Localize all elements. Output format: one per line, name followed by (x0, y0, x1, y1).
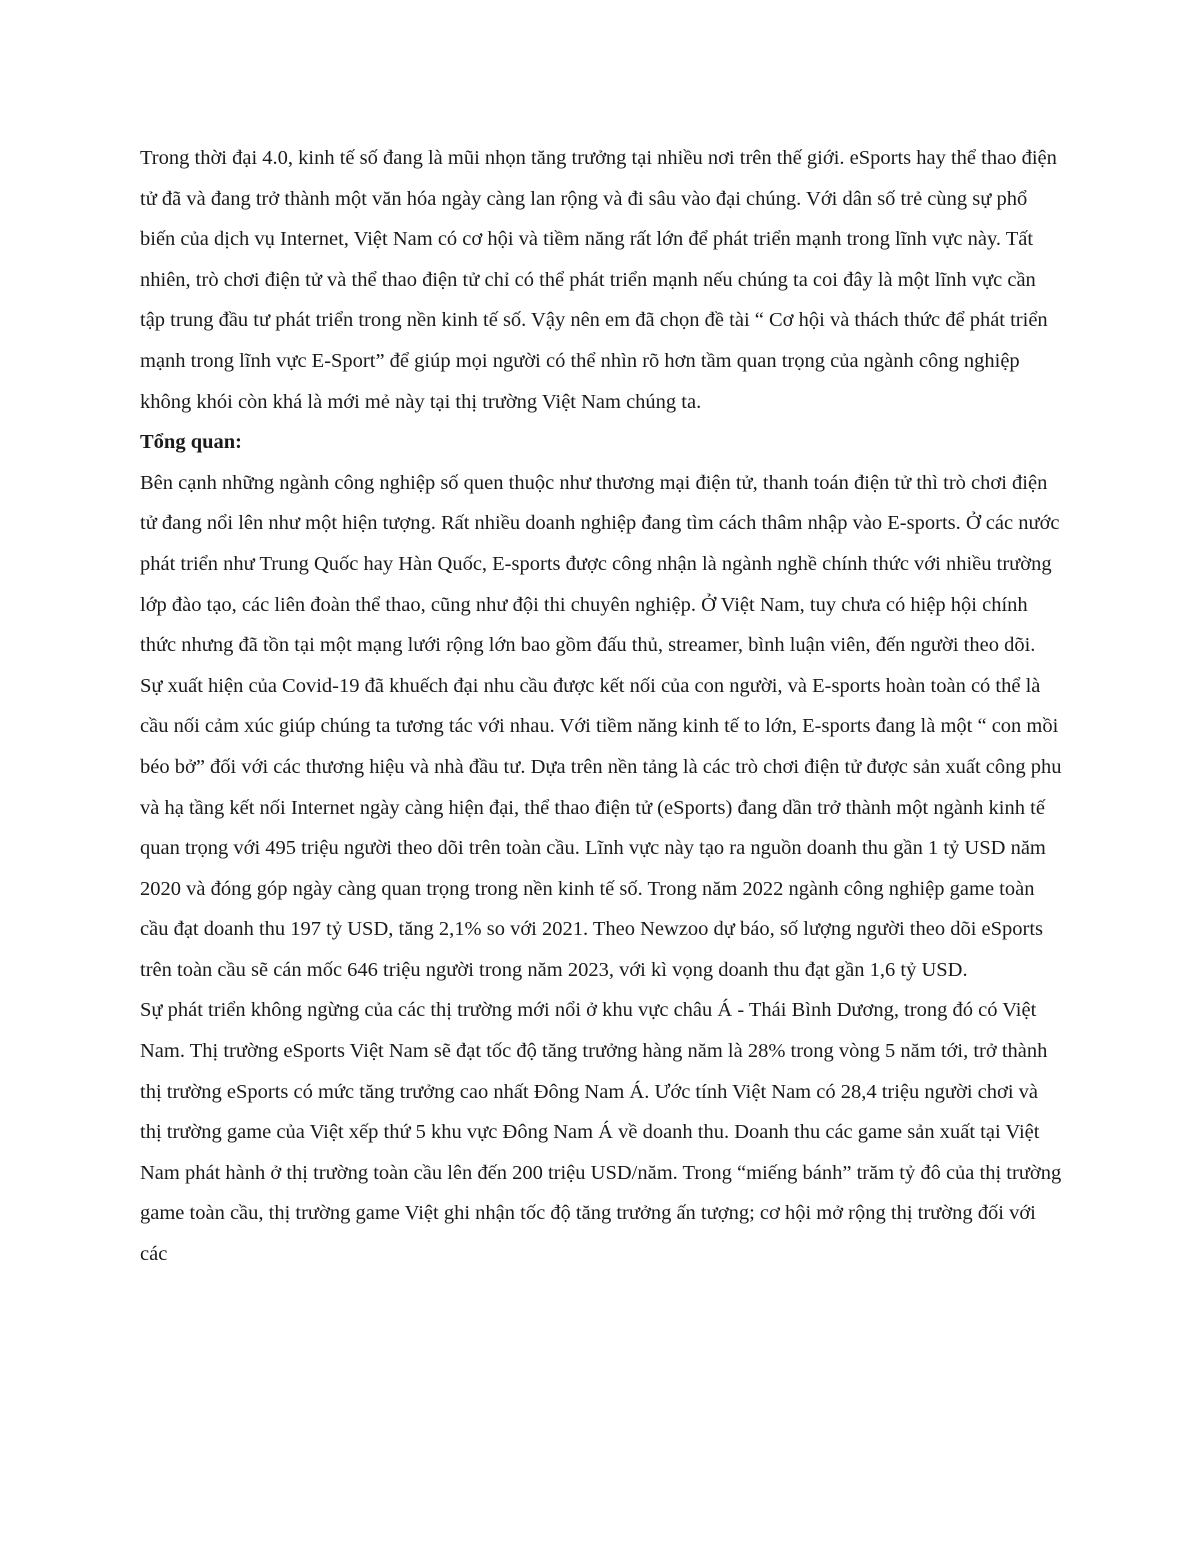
section-heading: Tổng quan: (140, 431, 242, 454)
document-page (140, 138, 1062, 1275)
overview-paragraph-2: Sự phát triển không ngừng của các thị trường mới nổi ở khu vực châu Á - Thái Bình Dương, trong đó có Việt Nam. Thị trường eSports Việt Nam sẽ đạt tốc độ tăng trưởng hàng năm là 28% trong vòng 5 năm tới, trở thành thị trường eSports có mức tăng trưởng cao nhất Đông Nam Á. Ước tính Việt Nam có 28,4 triệu người chơi và thị trường game của Việt xếp thứ 5 khu vực Đông Nam Á về doanh thu. Doanh thu các game sản xuất tại Việt Nam phát hành ở thị trường toàn cầu lên đến 200 triệu USD/năm. Trong “miếng bánh” trăm tỷ đô của thị trường game toàn cầu, thị trường game Việt ghi nhận tốc độ tăng trưởng ấn tượng; cơ hội mở rộng thị trường đối với các (140, 999, 1062, 1266)
overview-paragraph-1: Bên cạnh những ngành công nghiệp số quen thuộc như thương mại điện tử, thanh toán điện tử thì trò chơi điện tử đang nổi lên như một hiện tượng. Rất nhiều doanh nghiệp đang tìm cách thâm nhập vào E-sports. Ở các nước phát triển như Trung Quốc hay Hàn Quốc, E-sports được công nhận là ngành nghề chính thức với nhiều trường lớp đào tạo, các liên đoàn thể thao, cũng như đội thi chuyên nghiệp. Ở Việt Nam, tuy chưa có hiệp hội chính thức nhưng đã tồn tại một mạng lưới rộng lớn bao gồm đấu thủ, streamer, bình luận viên, đến người theo dõi. Sự xuất hiện của Covid-19 đã khuếch đại nhu cầu được kết nối của con người, và E-sports hoàn toàn có thể là cầu nối cảm xúc giúp chúng ta tương tác với nhau. Với tiềm năng kinh tế to lớn, E-sports đang là một “ con mồi béo bở” đối với các thương hiệu và nhà đầu tư. Dựa trên nền tảng là các trò chơi điện tử được sản xuất công phu và hạ tầng kết nối Internet ngày càng hiện đại, thể thao điện tử (eSports) đang dần trở thành một ngành kinh tế quan trọng với 495 triệu người theo dõi trên toàn cầu. Lĩnh vực này tạo ra nguồn doanh thu gần 1 tỷ USD năm 2020 và đóng góp ngày càng quan trọng trong nền kinh tế số. Trong năm 2022 ngành công nghiệp game toàn cầu đạt doanh thu 197 tỷ USD, tăng 2,1% so với 2021. Theo Newzoo dự báo, số lượng người theo dõi eSports trên toàn cầu sẽ cán mốc 646 triệu người trong năm 2023, với kì vọng doanh thu đạt gần 1,6 tỷ USD. (140, 471, 1062, 981)
intro-paragraph: Trong thời đại 4.0, kinh tế số đang là mũi nhọn tăng trưởng tại nhiều nơi trên thế giới. eSports hay thể thao điện tử đã và đang trở thành một văn hóa ngày càng lan rộng và đi sâu vào đại chúng. Với dân số trẻ cùng sự phổ biến của dịch vụ Internet, Việt Nam có cơ hội và tiềm năng rất lớn để phát triển mạnh trong lĩnh vực này. Tất nhiên, trò chơi điện tử và thể thao điện tử chỉ có thể phát triển mạnh nếu chúng ta coi đây là một lĩnh vực cần tập trung đầu tư phát triển trong nền kinh tế số. Vậy nên em đã chọn đề tài “ Cơ hội và thách thức để phát triển mạnh trong lĩnh vực E-Sport” để giúp mọi người có thể nhìn rõ hơn tầm quan trọng của ngành công nghiệp không khói còn khá là mới mẻ này tại thị trường Việt Nam chúng ta. (140, 147, 1057, 413)
